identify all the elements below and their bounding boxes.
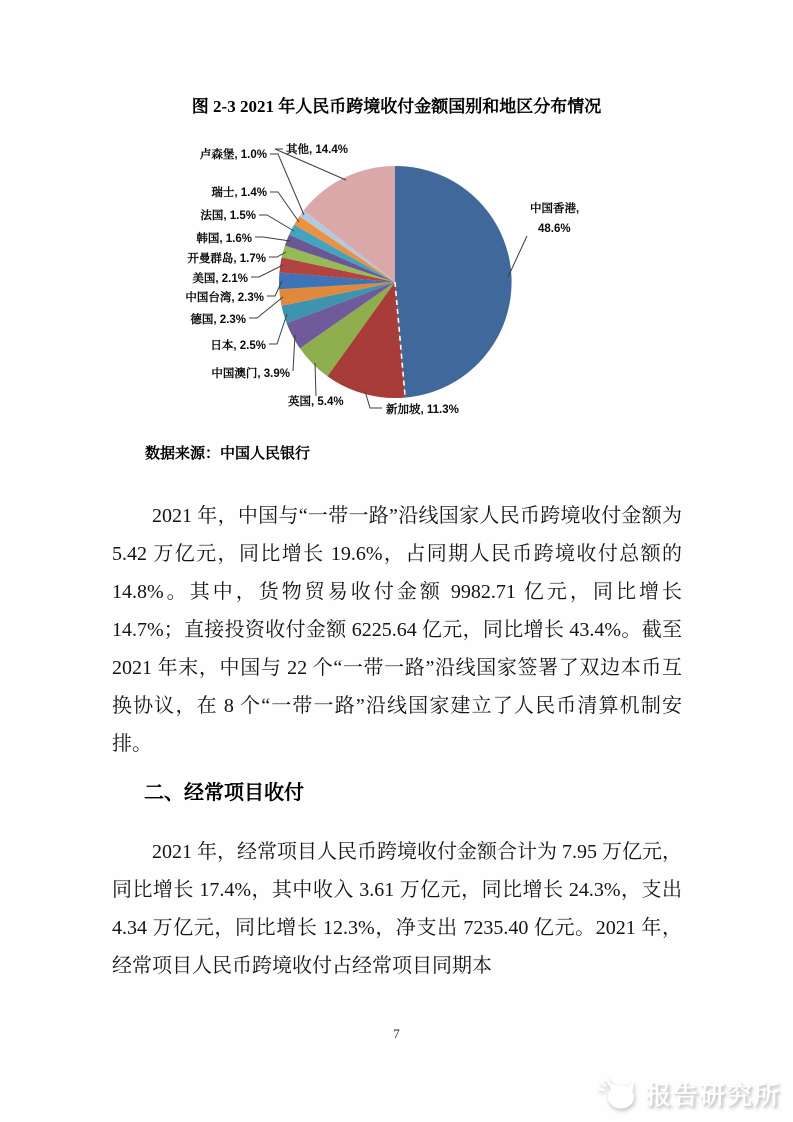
pie-label: 法国, 1.5% [200, 210, 256, 222]
pie-label: 开曼群岛, 1.7% [187, 253, 266, 265]
pie-label: 瑞士, 1.4% [211, 187, 267, 199]
section-heading: 二、经常项目收付 [144, 782, 304, 804]
pie-label: 美国, 2.1% [192, 273, 248, 285]
figure-title: 图 2-3 2021 年人民币跨境收付金额国别和地区分布情况 [191, 97, 602, 116]
pie-label: 中国台湾, 2.3% [185, 292, 264, 304]
watermark [595, 1076, 781, 1112]
pie-label: 英国, 5.4% [288, 396, 344, 408]
pie-label: 中国香港, 48.6% [530, 203, 580, 235]
pie-leader-line [270, 154, 304, 215]
watermark-text: 报告研究所 [645, 1082, 781, 1110]
page-number: 7 [393, 1026, 400, 1041]
pie-label: 日本, 2.5% [210, 340, 266, 352]
pie-label: 韩国, 1.6% [196, 233, 252, 245]
pie-label: 德国, 2.3% [190, 314, 246, 326]
pie-chart [140, 130, 690, 445]
pie-leader-line [269, 314, 287, 344]
pie-leader-line [255, 237, 290, 241]
pie-leader-line [315, 363, 316, 396]
pie-leader-line [251, 265, 283, 277]
pie-leader-line [270, 192, 299, 222]
pie-label: 卢森堡, 1.0% [199, 149, 267, 161]
pie-leader-line [508, 236, 527, 277]
pie-leader-line [259, 215, 294, 231]
data-source-note: 数据来源：中国人民银行 [145, 446, 311, 462]
body-paragraph-1: 2021 年，中国与“一带一路”沿线国家人民币跨境收付金额为 5.42 万亿元，同比增长 19.6%，占同期人民币跨境收付总额的 14.8%。其中，货物贸易收付金额 9982.71 亿元，同比增长 14.7%；直接投资收付金额 6225.64 亿元，同比增长 43.4%。截至 2021 年末，中国与 22 个“一带一路”沿线国家签署了双边本币互换协议，在 8 个“一带一路”沿线国家建立了人民币清算机制安排。 [112, 505, 682, 755]
pie-label: 新加坡, 11.3% [386, 404, 459, 416]
pie-slice [395, 166, 512, 398]
pie-leader-line [293, 335, 295, 371]
cat-logo-icon [595, 1076, 637, 1112]
body-paragraph-2: 2021 年，经常项目人民币跨境收付金额合计为 7.95 万亿元，同比增长 17.4%，其中收入 3.61 万亿元，同比增长 24.3%，支出 4.34 万亿元，同比增长 12.3%，净支出 7235.40 亿元。2021 年，经常项目人民币跨境收付占经常项目同期本 [112, 841, 682, 977]
pie-label: 其他, 14.4% [286, 144, 348, 156]
pie-label: 中国澳门, 3.9% [211, 368, 290, 380]
